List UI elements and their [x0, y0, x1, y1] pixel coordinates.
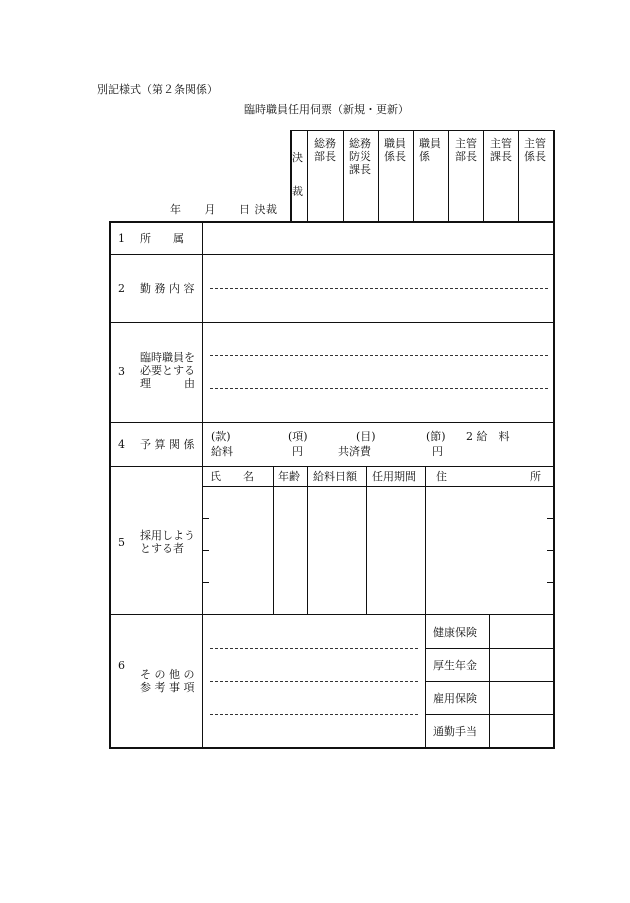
- col-address-start: 住: [436, 470, 447, 483]
- row3-reason-field[interactable]: [204, 324, 552, 421]
- commuting-allowance: 通勤手当: [433, 725, 477, 738]
- col-term: 任用期間: [372, 470, 416, 483]
- col-age: 年齢: [278, 470, 300, 483]
- budget-salary-label: 給料: [211, 445, 233, 458]
- row6-notes-field[interactable]: [204, 616, 424, 746]
- budget-salary-item: 2 給 料: [466, 430, 510, 443]
- approver-shokuin-kakari: 職員 係: [419, 137, 441, 163]
- row3-label: 臨時職員を 必要とする 理 由: [140, 351, 195, 390]
- applicant-wage-field[interactable]: [309, 488, 365, 613]
- budget-kan: (款): [211, 430, 231, 443]
- approval-label-top: 決: [292, 151, 303, 164]
- approver-somu-bucho: 総務 部長: [314, 137, 336, 163]
- approver-shukan-kakaricho: 主管 係長: [524, 137, 546, 163]
- row1-number: 1: [118, 232, 125, 245]
- row6-label: そ の 他 の 参 考 事 項: [140, 668, 195, 694]
- col-name: 氏 名: [210, 470, 254, 483]
- applicant-term-field[interactable]: [368, 488, 424, 613]
- applicant-age-field[interactable]: [275, 488, 306, 613]
- row5-number: 5: [118, 536, 125, 549]
- col-daily-wage: 給料日額: [313, 470, 357, 483]
- page-title: 臨時職員任用伺票（新規・更新）: [244, 103, 409, 116]
- row1-label: 所 属: [140, 232, 184, 245]
- commuting-allowance-field[interactable]: [491, 715, 552, 746]
- row2-number: 2: [118, 282, 125, 295]
- insurance-health-field[interactable]: [491, 616, 552, 647]
- col-address-end: 所: [530, 470, 541, 483]
- row4-label: 予 算 関 係: [140, 438, 195, 451]
- form-label: 別記様式（第２条関係）: [97, 83, 218, 96]
- insurance-health: 健康保険: [433, 626, 477, 639]
- approver-shukan-bucho: 主管 部長: [455, 137, 477, 163]
- row4-number: 4: [118, 438, 125, 451]
- insurance-pension-field[interactable]: [491, 649, 552, 680]
- budget-salary-yen: 円: [292, 445, 303, 458]
- budget-kou: (項): [288, 430, 308, 443]
- row5-label: 採用しよう とする者: [140, 529, 195, 555]
- row2-duties-field[interactable]: [204, 256, 552, 321]
- insurance-employment-field[interactable]: [491, 682, 552, 713]
- row3-number: 3: [118, 365, 125, 378]
- decision-date-line: 年 月 日 決裁: [170, 203, 278, 216]
- insurance-employment: 雇用保険: [433, 692, 477, 705]
- approver-shokuin-kakaricho: 職員 係長: [384, 137, 406, 163]
- approval-label-bottom: 裁: [292, 185, 303, 198]
- budget-mutual-aid-label: 共済費: [338, 445, 371, 458]
- approver-somu-bosai-kacho: 総務 防災 課長: [349, 137, 371, 176]
- approver-shukan-kacho: 主管 課長: [490, 137, 512, 163]
- row6-number: 6: [118, 659, 125, 672]
- budget-mutual-aid-yen: 円: [432, 445, 443, 458]
- row2-label: 勤 務 内 容: [140, 282, 195, 295]
- row1-affiliation-field[interactable]: [204, 223, 552, 253]
- applicant-address-field[interactable]: [427, 488, 552, 613]
- insurance-pension: 厚生年金: [433, 659, 477, 672]
- budget-moku: (目): [356, 430, 376, 443]
- applicant-name-field[interactable]: [204, 488, 272, 613]
- budget-setsu: (節): [426, 430, 446, 443]
